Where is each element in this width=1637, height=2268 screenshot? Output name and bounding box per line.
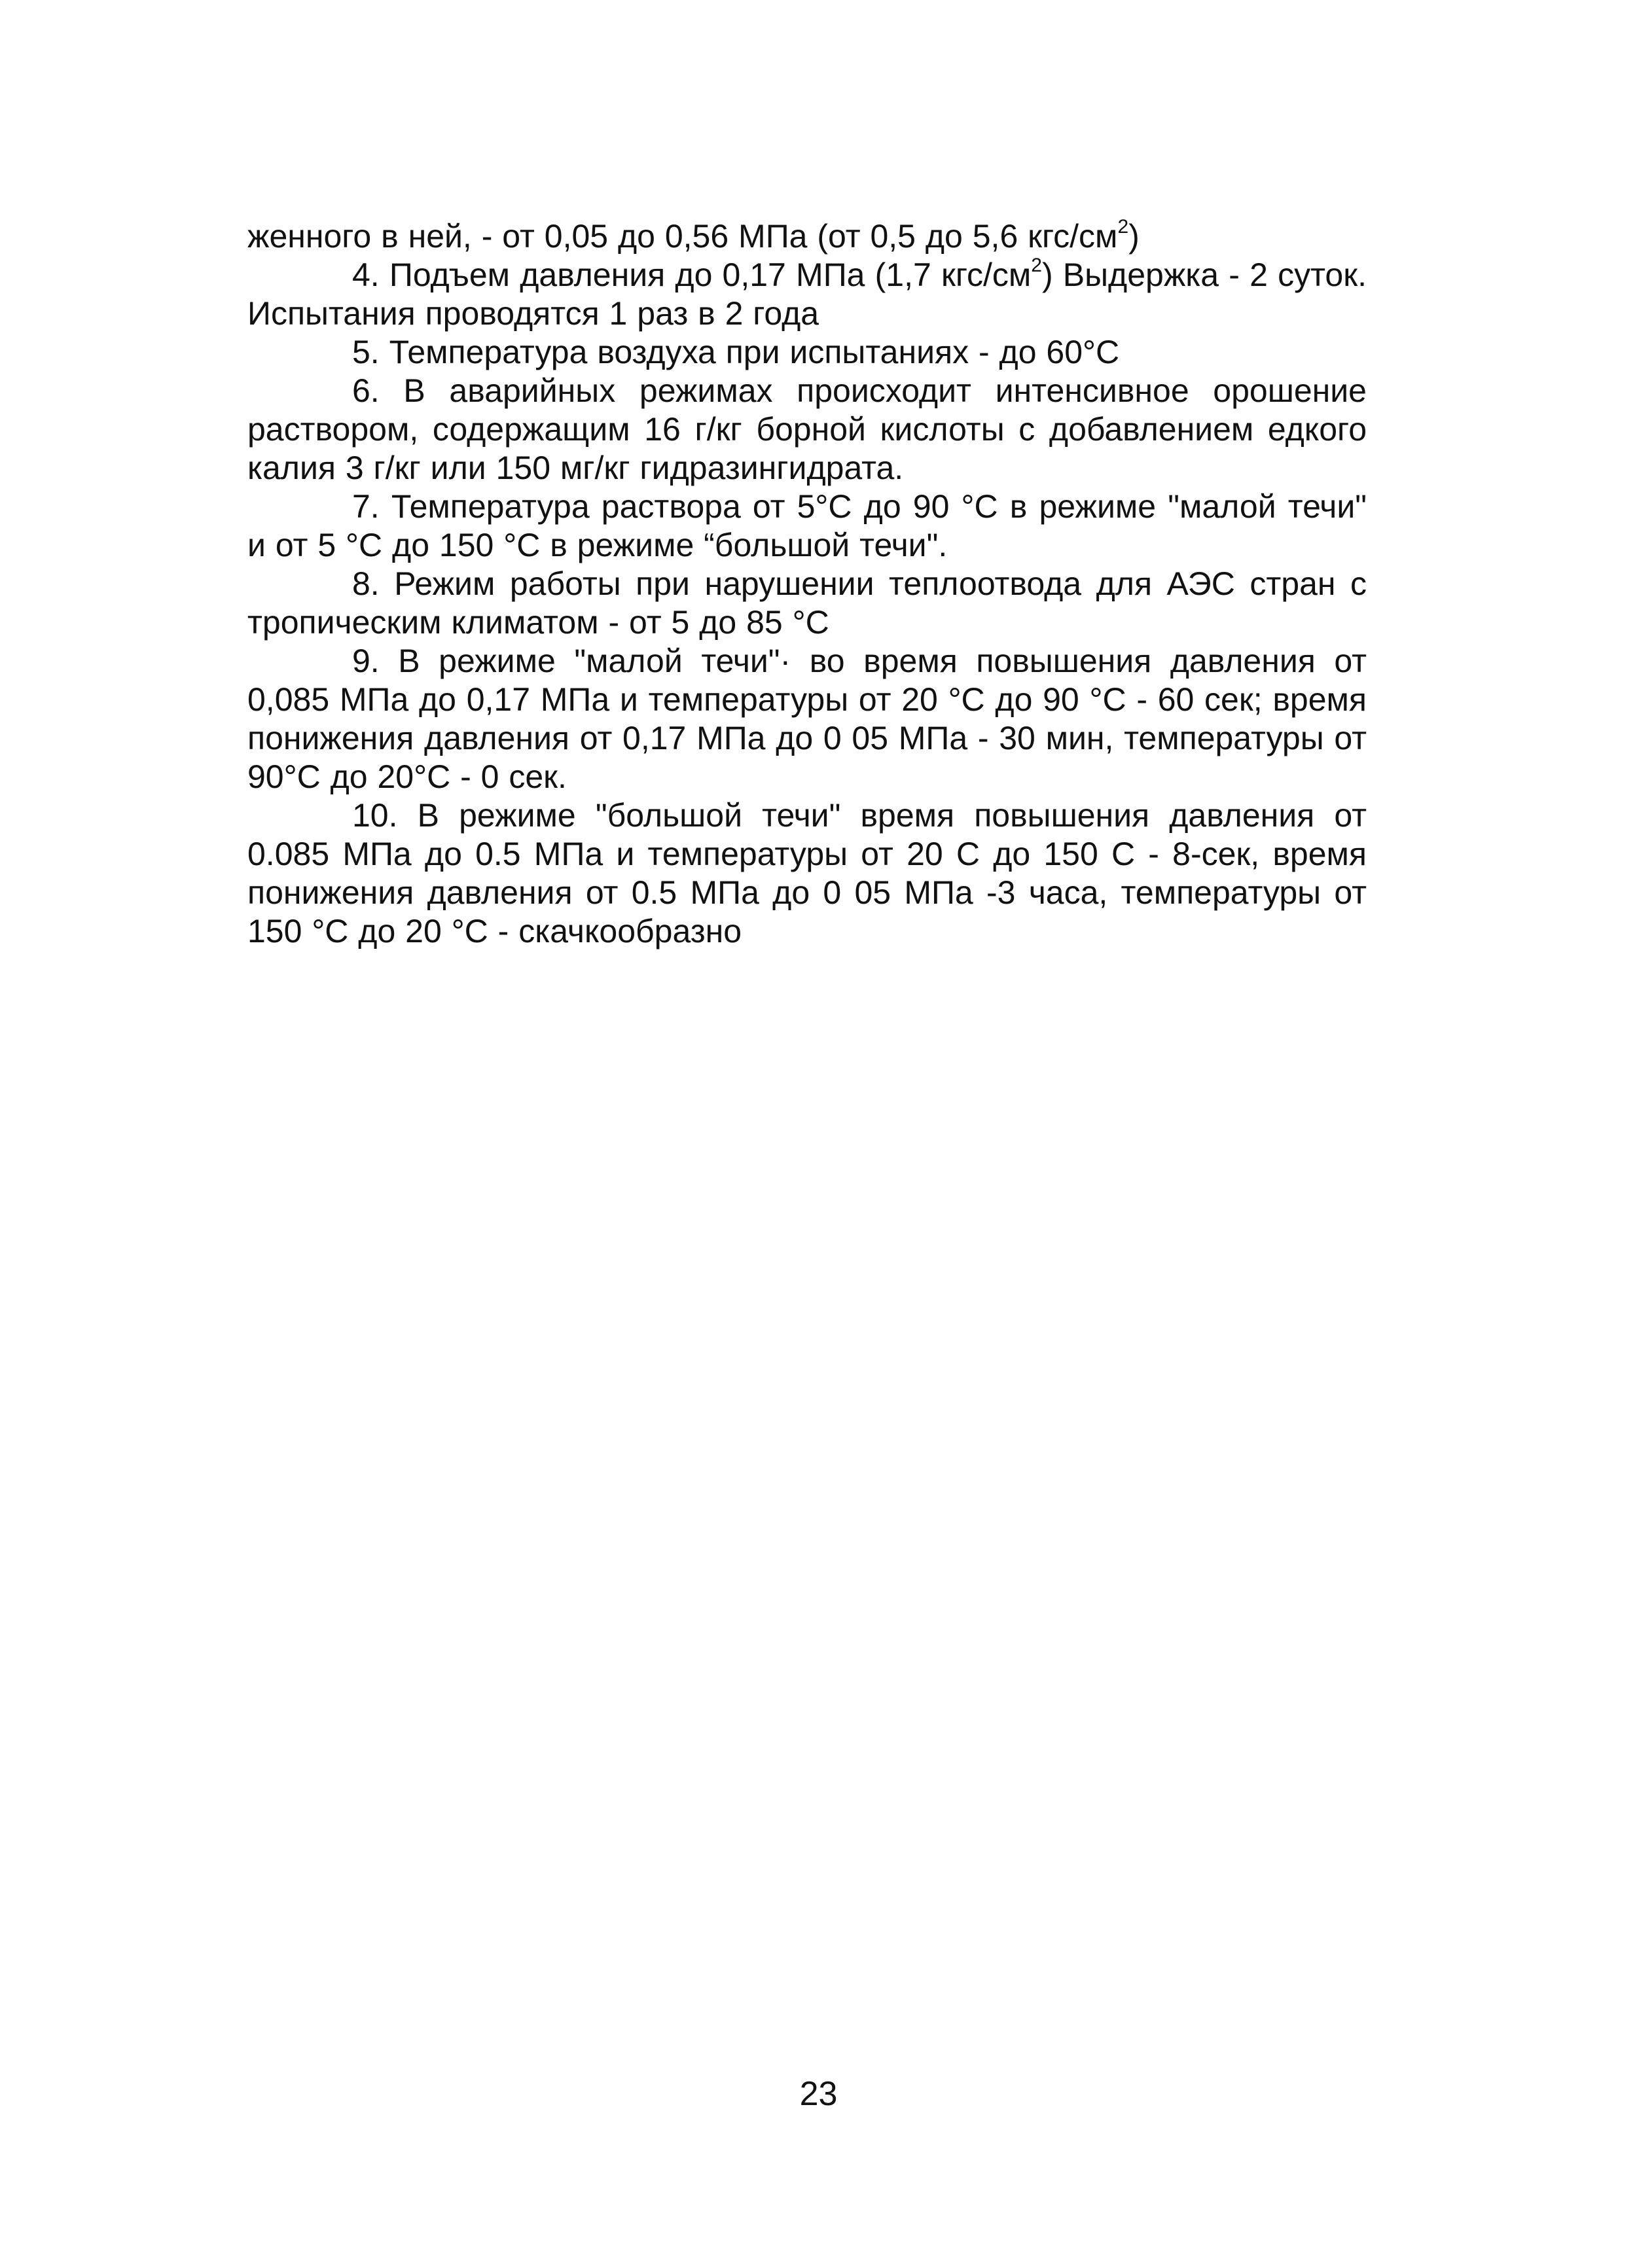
paragraph-tail: ) Выдержка - 2 суток. Испытания проводятся 1 раз в 2 года: [247, 257, 1367, 332]
paragraph-item-5: [247, 333, 1367, 372]
paragraph-item-6: [247, 372, 1367, 487]
paragraph-text: женного в ней, - от 0,05 до 0,56 МПа (от 0,5 до 5,6 кгс/см: [247, 218, 1118, 255]
paragraph-item-4: [247, 256, 1367, 333]
paragraph-text: 7. Температура раствора от 5°С до 90 °С в режиме "малой течи" и от 5 °С до 150 °С в режиме “большой течи".: [247, 488, 1367, 563]
paragraph-text: 10. В режиме "большой течи" время повышения давления от 0.085 МПа до 0.5 МПа и температуры от 20 С до 150 С - 8-сек, время понижения давления от 0.5 МПа до 0 05 МПа -3 часа, температуры от 150 °С до 20 °С - скачкообразно: [247, 797, 1367, 949]
paragraph-item-9: [247, 642, 1367, 796]
paragraph-item-7: [247, 487, 1367, 565]
paragraph-continuation: [247, 217, 1367, 256]
paragraph-tail: ): [1128, 218, 1140, 255]
paragraph-item-8: [247, 565, 1367, 642]
document-body: [247, 217, 1367, 951]
paragraph-text: 5. Температура воздуха при испытаниях - до 60°С: [352, 334, 1120, 370]
paragraph-item-10: [247, 796, 1367, 951]
paragraph-text: 6. В аварийных режимах происходит интенсивное орошение раствором, содержащим 16 г/кг борной кислоты с добавлением едкого калия 3 г/кг или 150 мг/кг гидразингидрата.: [247, 372, 1367, 486]
superscript: 2: [1031, 255, 1042, 276]
paragraph-text: 9. В режиме "малой течи"· во время повышения давления от 0,085 МПа до 0,17 МПа и температуры от 20 °С до 90 °С - 60 сек; время понижения давления от 0,17 МПа до 0 05 МПа - 30 мин, температуры от 90°С до 20°С - 0 сек.: [247, 643, 1367, 795]
paragraph-text: 8. Режим работы при нарушении теплоотвода для АЭС стран с тропическим климатом - от 5 до 85 °С: [247, 565, 1367, 641]
superscript: 2: [1117, 216, 1129, 238]
page-number: 23: [799, 2075, 838, 2113]
paragraph-text: 4. Подъем давления до 0,17 МПа (1,7 кгс/см: [352, 257, 1032, 293]
